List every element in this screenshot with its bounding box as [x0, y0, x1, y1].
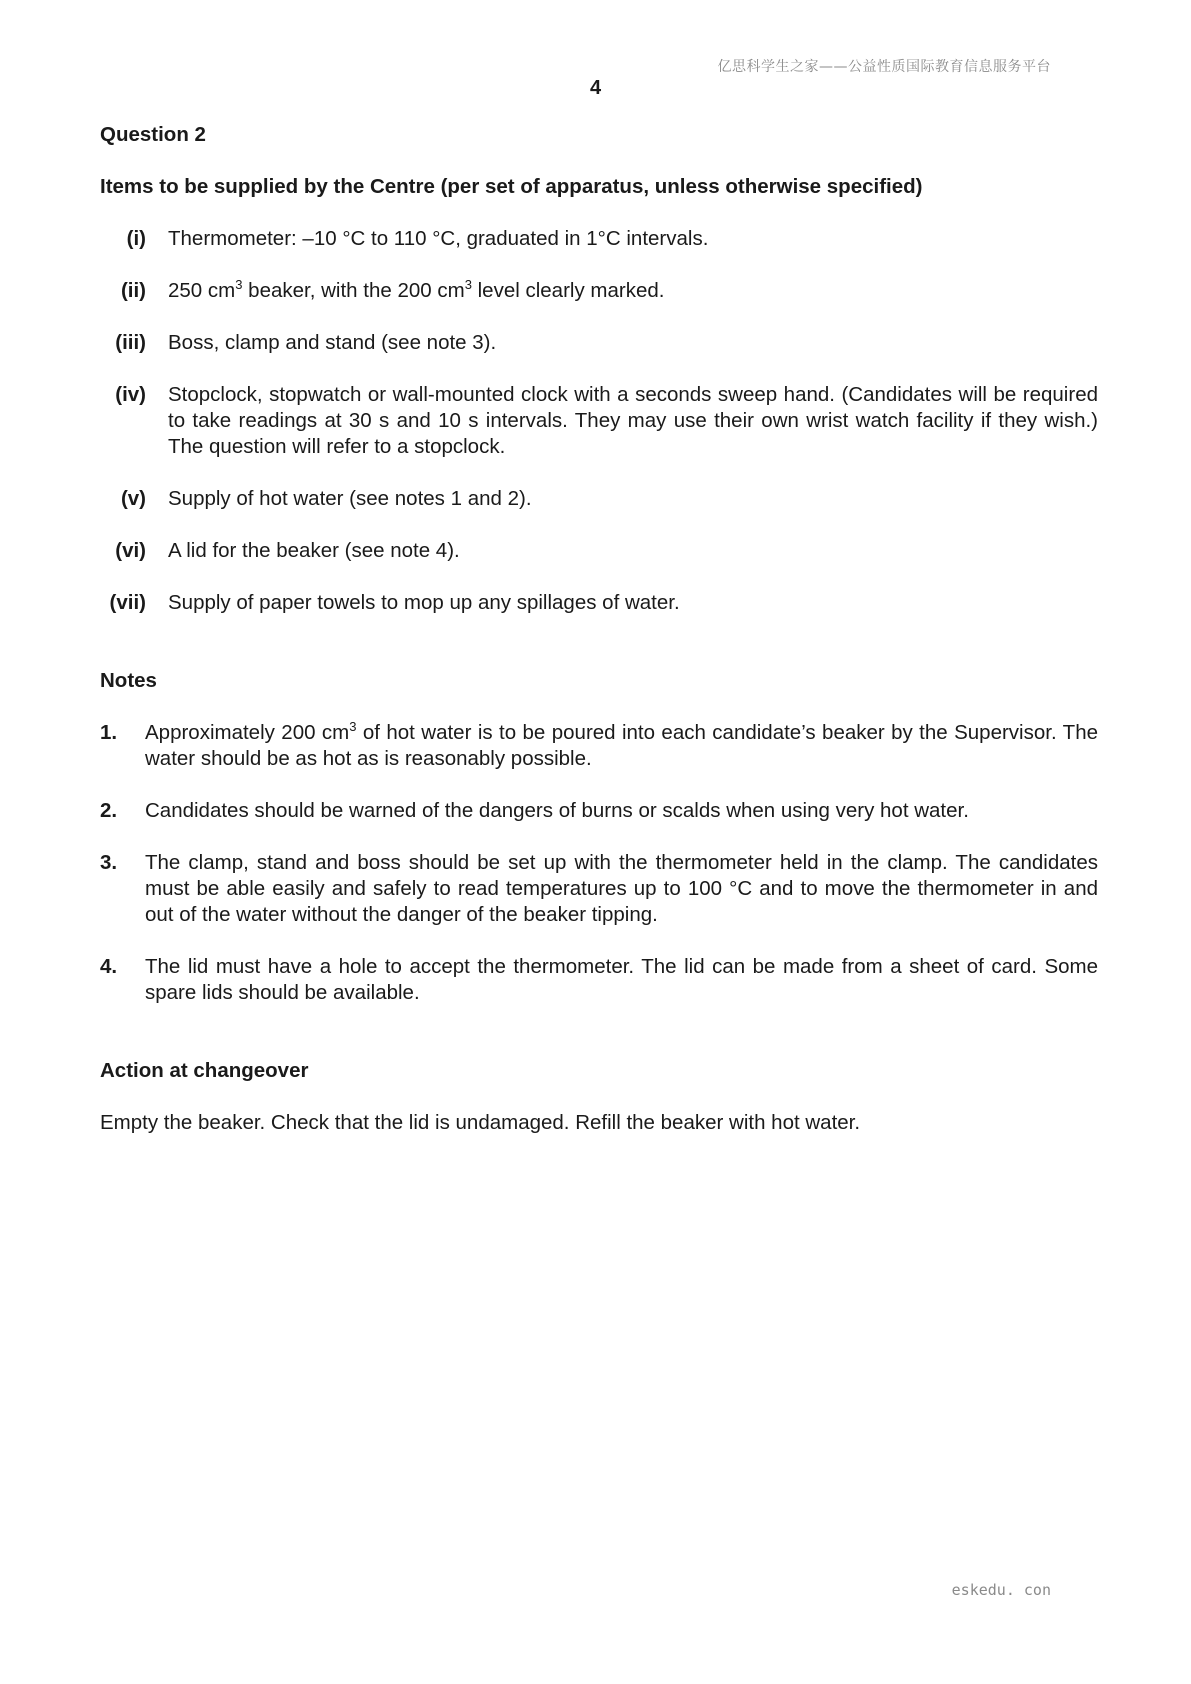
item-number: (iii)	[115, 331, 146, 354]
watermark-top: 亿思科学生之家——公益性质国际教育信息服务平台	[717, 59, 1051, 75]
note-number: 1.	[100, 721, 118, 744]
note-text	[145, 720, 1098, 772]
note-text-part: of hot water is to be poured into each candidate’s beaker by the Supervisor. The water should be as hot as is reasonably possible.	[145, 721, 1098, 770]
item-text: Supply of hot water (see notes 1 and 2).	[168, 487, 532, 510]
note-item	[100, 850, 1098, 928]
item-text: Thermometer: –10 °C to 110 °C, graduated in 1°C intervals.	[168, 227, 709, 250]
page-number: 4	[589, 77, 602, 99]
note-number: 2.	[100, 799, 118, 822]
item-number: (ii)	[120, 279, 146, 302]
superscript: 3	[464, 277, 472, 292]
item-text	[168, 278, 1098, 304]
item-number: (vi)	[115, 539, 146, 562]
notes-title: Notes	[100, 669, 157, 692]
item-text: Stopclock, stopwatch or wall-mounted clock with a seconds sweep hand. (Candidates will be required to take readings at 30 s and 10 s intervals. They may use their own wrist watch facility if they wish.) The question will refer to a stopclock.	[168, 383, 1098, 458]
notes-list	[100, 720, 1098, 1006]
list-item	[100, 226, 1098, 252]
item-number: (i)	[126, 227, 146, 250]
item-text: Boss, clamp and stand (see note 3).	[168, 331, 497, 354]
item-text-part: 250 cm	[168, 279, 236, 302]
question-title: Question 2	[100, 123, 206, 146]
action-text: Empty the beaker. Check that the lid is undamaged. Refill the beaker with hot water.	[100, 1111, 861, 1134]
note-number: 4.	[100, 955, 118, 978]
note-item	[100, 954, 1098, 1006]
item-number: (v)	[120, 487, 146, 510]
note-number: 3.	[100, 851, 118, 874]
superscript: 3	[349, 719, 357, 734]
list-item	[100, 382, 1098, 460]
item-text: A lid for the beaker (see note 4).	[168, 539, 460, 562]
item-text: Supply of paper towels to mop up any spillages of water.	[168, 591, 680, 614]
watermark-bottom: eskedu. con	[951, 1581, 1051, 1599]
items-list	[100, 226, 1098, 616]
note-item	[100, 798, 1098, 824]
note-text-part: Approximately 200 cm	[145, 721, 350, 744]
list-item	[100, 486, 1098, 512]
list-item	[100, 590, 1098, 616]
note-text: The clamp, stand and boss should be set up with the thermometer held in the clamp. The candidates must be able easily and safely to read temperatures up to 100 °C and to move the thermometer in and out of the water without the danger of the beaker tipping.	[145, 851, 1098, 926]
action-title: Action at changeover	[100, 1059, 309, 1082]
note-item	[100, 720, 1098, 772]
superscript: 3	[235, 277, 243, 292]
list-item	[100, 538, 1098, 564]
document-body	[100, 122, 1098, 1136]
item-text-part: beaker, with the 200 cm	[242, 279, 465, 302]
note-text: The lid must have a hole to accept the thermometer. The lid can be made from a sheet of card. Some spare lids should be available.	[145, 955, 1098, 1004]
list-item	[100, 278, 1098, 304]
item-number: (iv)	[115, 383, 146, 406]
items-title: Items to be supplied by the Centre (per set of apparatus, unless otherwise specified)	[100, 175, 923, 198]
list-item	[100, 330, 1098, 356]
note-text: Candidates should be warned of the dangers of burns or scalds when using very hot water.	[145, 799, 969, 822]
item-number: (vii)	[109, 591, 146, 614]
item-text-part: level clearly marked.	[471, 279, 665, 302]
